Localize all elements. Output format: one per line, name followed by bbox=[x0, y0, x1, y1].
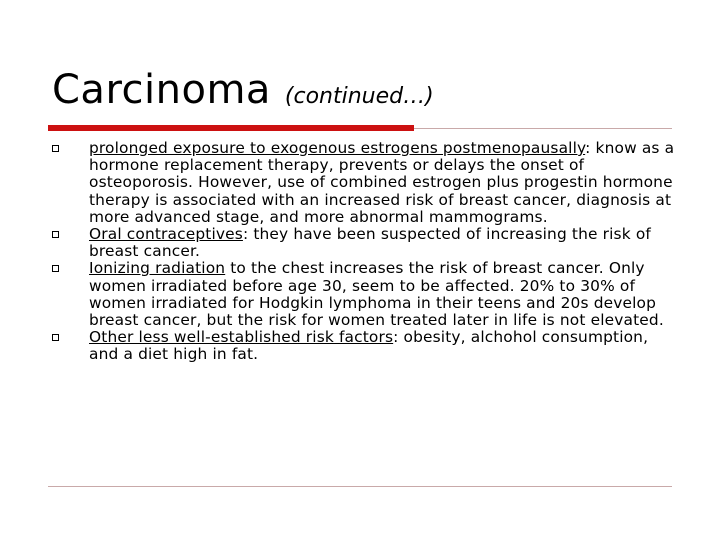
bullet-item bbox=[52, 329, 682, 363]
title-subtitle: (continued…) bbox=[284, 84, 434, 109]
bullet-term: Ionizing radiation bbox=[89, 259, 226, 278]
bullet-text: : know as a hormone replacement therapy, prevents or delays the onset of osteoporosis. However, use of combined estrogen plus progestin hormone therapy is associated with an increased risk of breast cancer, diagnosis at more advanced stage, and more abnormal mammograms. bbox=[89, 139, 675, 226]
bullet-item bbox=[52, 260, 682, 329]
bullet-item bbox=[52, 226, 682, 260]
bullet-text: : obesity, alchohol consumption, and a diet high in fat. bbox=[89, 328, 649, 364]
bullet-item bbox=[52, 140, 682, 226]
title-main: Carcinoma bbox=[52, 67, 271, 113]
square-bullet-icon bbox=[52, 145, 59, 152]
bullet-term: prolonged exposure to exogenous estrogens postmenopausally bbox=[89, 139, 586, 157]
square-bullet-icon bbox=[52, 334, 59, 341]
footer-rule-line bbox=[48, 486, 672, 487]
square-bullet-icon bbox=[52, 265, 59, 272]
bullet-term: Other less well-established risk factors bbox=[89, 328, 394, 347]
bullet-list bbox=[52, 140, 682, 364]
bullet-text: : they have been suspected of increasing the risk of breast cancer. bbox=[89, 225, 651, 261]
title-rule-line bbox=[414, 128, 672, 129]
accent-bar bbox=[48, 125, 414, 131]
square-bullet-icon bbox=[52, 231, 59, 238]
slide-title bbox=[52, 67, 434, 113]
bullet-term: Oral contraceptives bbox=[89, 225, 243, 244]
bullet-text: to the chest increases the risk of breast cancer. Only women irradiated before age 30, seem to be affected. 20% to 30% of women irradiated for Hodgkin lymphoma in their teens and 20s develop breast cancer, but the risk for women treated later in life is not elevated. bbox=[89, 259, 664, 330]
